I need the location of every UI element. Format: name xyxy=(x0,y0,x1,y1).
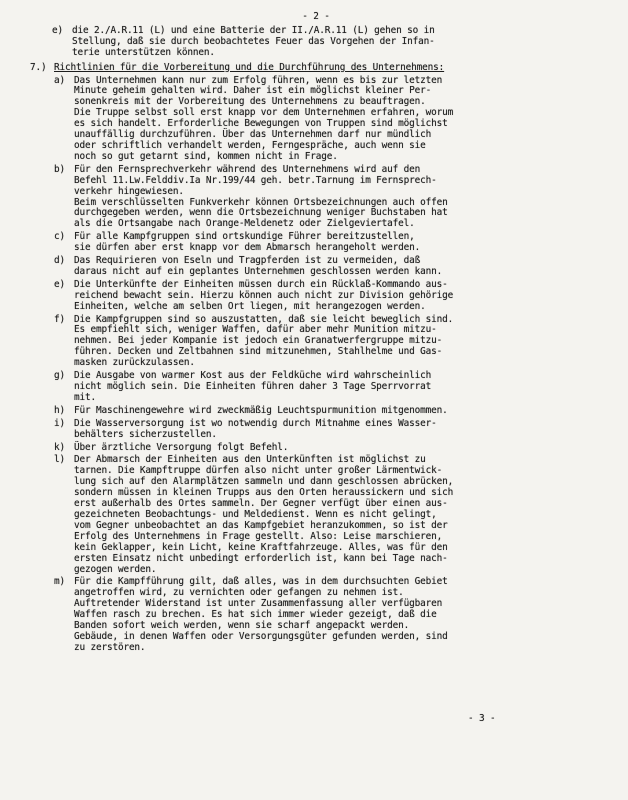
list-item-label: e) xyxy=(54,278,65,290)
text-line: verkehr hingewiesen. xyxy=(74,185,184,197)
list-item xyxy=(54,371,588,404)
list-item-label: d) xyxy=(54,255,65,267)
list-item-text xyxy=(74,76,588,163)
section-number: 7.) xyxy=(30,61,47,73)
text-line: Minute geheim gehalten wird. Daher ist ein möglichst kleiner Per- xyxy=(74,85,432,97)
list-item xyxy=(54,76,588,163)
text-line: sonenkreis mit der Vorbereitung des Unternehmens zu beauftragen. xyxy=(74,96,426,108)
list-item-text xyxy=(74,165,588,230)
list-item-label: m) xyxy=(54,576,65,588)
list-item xyxy=(54,165,588,230)
list-item xyxy=(54,280,588,313)
list-item xyxy=(54,419,588,441)
text-line: Gebäude, in denen Waffen oder Versorgungsgüter gefunden werden, sind xyxy=(74,630,448,642)
text-line: Beim verschlüsselten Funkverkehr können Ortsbezeichnungen auch offen xyxy=(74,196,448,208)
text-line: oder schriftlich verhandelt werden, Ferngespräche, auch wenn sie xyxy=(74,139,426,151)
text-line: Die Ausgabe von warmer Kost aus der Feldküche wird wahrscheinlich xyxy=(74,370,432,382)
list-item-label: c) xyxy=(54,231,65,243)
text-line: Für den Fernsprechverkehr während des Unternehmens wird auf den xyxy=(74,163,421,175)
text-line: Stellung, daß sie durch beobachtetes Feuer das Vorgehen der Infan- xyxy=(72,35,435,47)
list-item xyxy=(54,406,588,417)
list-item-text xyxy=(74,577,588,653)
text-line: kein Geklapper, kein Licht, keine Kraftfahrzeuge. Alles, was für den xyxy=(74,541,448,553)
text-line: daraus nicht auf ein geplantes Unternehmen geschlossen werden kann. xyxy=(74,265,443,277)
text-line: terie unterstützen können. xyxy=(72,46,215,58)
text-line: Für Maschinengewehre wird zweckmäßig Leuchtspurmunition mitgenommen. xyxy=(74,404,448,416)
text-line: unauffällig durchzuführen. Über das Unternehmen darf nur mündlich xyxy=(74,129,432,141)
text-line: Erfolg des Unternehmens in Frage gestellt. Also: Leise marschieren, xyxy=(74,530,443,542)
section-items xyxy=(44,76,588,654)
text-line: zu zerstören. xyxy=(74,641,146,653)
list-item-label: k) xyxy=(54,441,65,453)
list-item-text xyxy=(74,315,588,370)
intro-item-label: e) xyxy=(52,24,63,36)
intro-item-text xyxy=(72,26,588,59)
text-line: behälters sicherzustellen. xyxy=(74,428,217,440)
list-item-label: h) xyxy=(54,404,65,416)
text-line: durchgegeben werden, wenn die Ortsbezeichnung weniger Buchstaben hat xyxy=(74,207,448,219)
text-line: Das Requirieren von Eseln und Tragpferden ist zu vermeiden, daß xyxy=(74,255,421,267)
list-item-label: a) xyxy=(54,74,65,86)
list-item-text xyxy=(74,280,588,313)
section-title: Richtlinien für die Vorbereitung und die Durchführung des Unternehmens: xyxy=(54,61,445,73)
list-item-label: l) xyxy=(54,454,65,466)
text-line: die 2./A.R.11 (L) und eine Batterie der II./A.R.11 (L) gehen so in xyxy=(72,24,435,36)
text-line: Befehl 11.Lw.Felddiv.Ia Nr.199/44 geh. betr.Tarnung im Fernsprech- xyxy=(74,174,437,186)
list-item xyxy=(54,577,588,653)
text-line: Einheiten, welche am selben Ort liegen, mit herangezogen werden. xyxy=(74,300,426,312)
page-number-top: - 2 - xyxy=(302,11,330,22)
text-line: nicht möglich sein. Die Einheiten führen daher 3 Tage Sperrvorrat xyxy=(74,381,432,392)
list-item-text xyxy=(74,406,588,417)
text-line: vom Gegner unbeobachtet an das Kampfgebiet heranzukommen, so ist der xyxy=(74,519,448,531)
text-line: als die Ortsangabe nach Orange-Meldenetz oder Zielgeviertafel. xyxy=(74,218,415,230)
text-line: Für alle Kampfgruppen sind ortskundige Führer bereitzustellen, xyxy=(74,231,415,243)
text-line: sondern müssen in kleinen Trupps aus den Orten heraussickern und sich xyxy=(74,487,454,499)
text-line: Für die Kampfführung gilt, daß alles, was in dem durchsuchten Gebiet xyxy=(74,576,448,588)
list-item-label: g) xyxy=(54,370,65,382)
text-line: reichend bewacht sein. Hierzu können auch nicht zur Division gehörige xyxy=(74,289,454,301)
text-line: Es empfiehlt sich, weniger Waffen, dafür aber mehr Munition mitzu- xyxy=(74,324,437,336)
list-item xyxy=(54,455,588,575)
list-item-label: i) xyxy=(54,417,65,429)
text-line: Das Unternehmen kann nur zum Erfolg führen, wenn es bis zur letzten xyxy=(74,74,443,86)
list-item xyxy=(54,232,588,254)
list-item-text xyxy=(74,419,588,441)
text-line: gezeichneten Beobachtungs- und Meldedienst. Wenn es nicht gelingt, xyxy=(74,508,437,520)
text-line: angetroffen wird, zu vernichten oder gefangen zu nehmen ist. xyxy=(74,587,404,599)
list-item xyxy=(54,256,588,278)
list-item xyxy=(54,443,588,454)
page-number-bottom: - 3 - xyxy=(468,713,496,724)
text-line: Auftretender Widerstand ist unter Zusammenfassung aller verfügbaren xyxy=(74,598,443,610)
text-line: ersten Einsatz nicht unbedingt erforderlich ist, kann bei Tage nach- xyxy=(74,552,448,564)
list-item-text xyxy=(74,256,588,278)
text-line: Der Abmarsch der Einheiten aus den Unterkünften ist möglichst zu xyxy=(74,454,426,466)
text-line: noch so gut getarnt sind, kommen nicht in Frage. xyxy=(74,150,338,162)
text-line: Waffen rasch zu brechen. Es hat sich immer wieder gezeigt, daß die xyxy=(74,609,437,621)
text-line: es sich handelt. Erforderliche Bewegungen von Truppen sind möglichst xyxy=(74,118,448,130)
section-heading xyxy=(30,61,588,74)
list-item-text xyxy=(74,232,588,254)
list-item-text xyxy=(74,455,588,575)
text-line: Banden sofort weich werden, wenn sie scharf angepackt werden. xyxy=(74,620,410,632)
text-line: Die Truppe selbst soll erst knapp vor dem Unternehmen erfahren, worum xyxy=(74,107,454,119)
text-line: führen. Decken und Zeltbahnen sind mitzunehmen, Stahlhelme und Gas- xyxy=(74,346,443,358)
text-line: erst außerhalb des Ortes sammeln. Der Gegner verfügt über einen aus- xyxy=(74,498,448,510)
list-item-label: f) xyxy=(54,313,65,325)
text-line: lung sich auf den Alarmplätzen sammeln und dann geschlossen abrücken, xyxy=(74,476,454,488)
list-item-label: b) xyxy=(54,163,65,175)
intro-item xyxy=(44,26,588,59)
text-line: Über ärztliche Versorgung folgt Befehl. xyxy=(74,441,289,453)
text-line: masken zurückzulassen. xyxy=(74,357,195,369)
text-line: sie dürfen aber erst knapp vor dem Abmarsch herangeholt werden. xyxy=(74,242,421,254)
text-line: gezogen werden. xyxy=(74,563,157,575)
text-line: mit. xyxy=(74,391,96,403)
list-item-text xyxy=(74,443,588,454)
text-line: tarnen. Die Kampftruppe dürfen also nicht unter großer Lärmentwick- xyxy=(74,465,443,477)
text-line: Die Wasserversorgung ist wo notwendig durch Mitnahme eines Wasser- xyxy=(74,417,437,429)
text-line: Die Unterkünfte der Einheiten müssen durch ein Rücklaß-Kommando aus- xyxy=(74,278,448,290)
list-item xyxy=(54,315,588,370)
text-line: Die Kampfgruppen sind so auszustatten, daß sie leicht beweglich sind. xyxy=(74,313,454,325)
list-item-text xyxy=(74,371,588,404)
text-line: nehmen. Bei jeder Kompanie ist jedoch ein Granatwerfergruppe mitzu- xyxy=(74,335,443,347)
